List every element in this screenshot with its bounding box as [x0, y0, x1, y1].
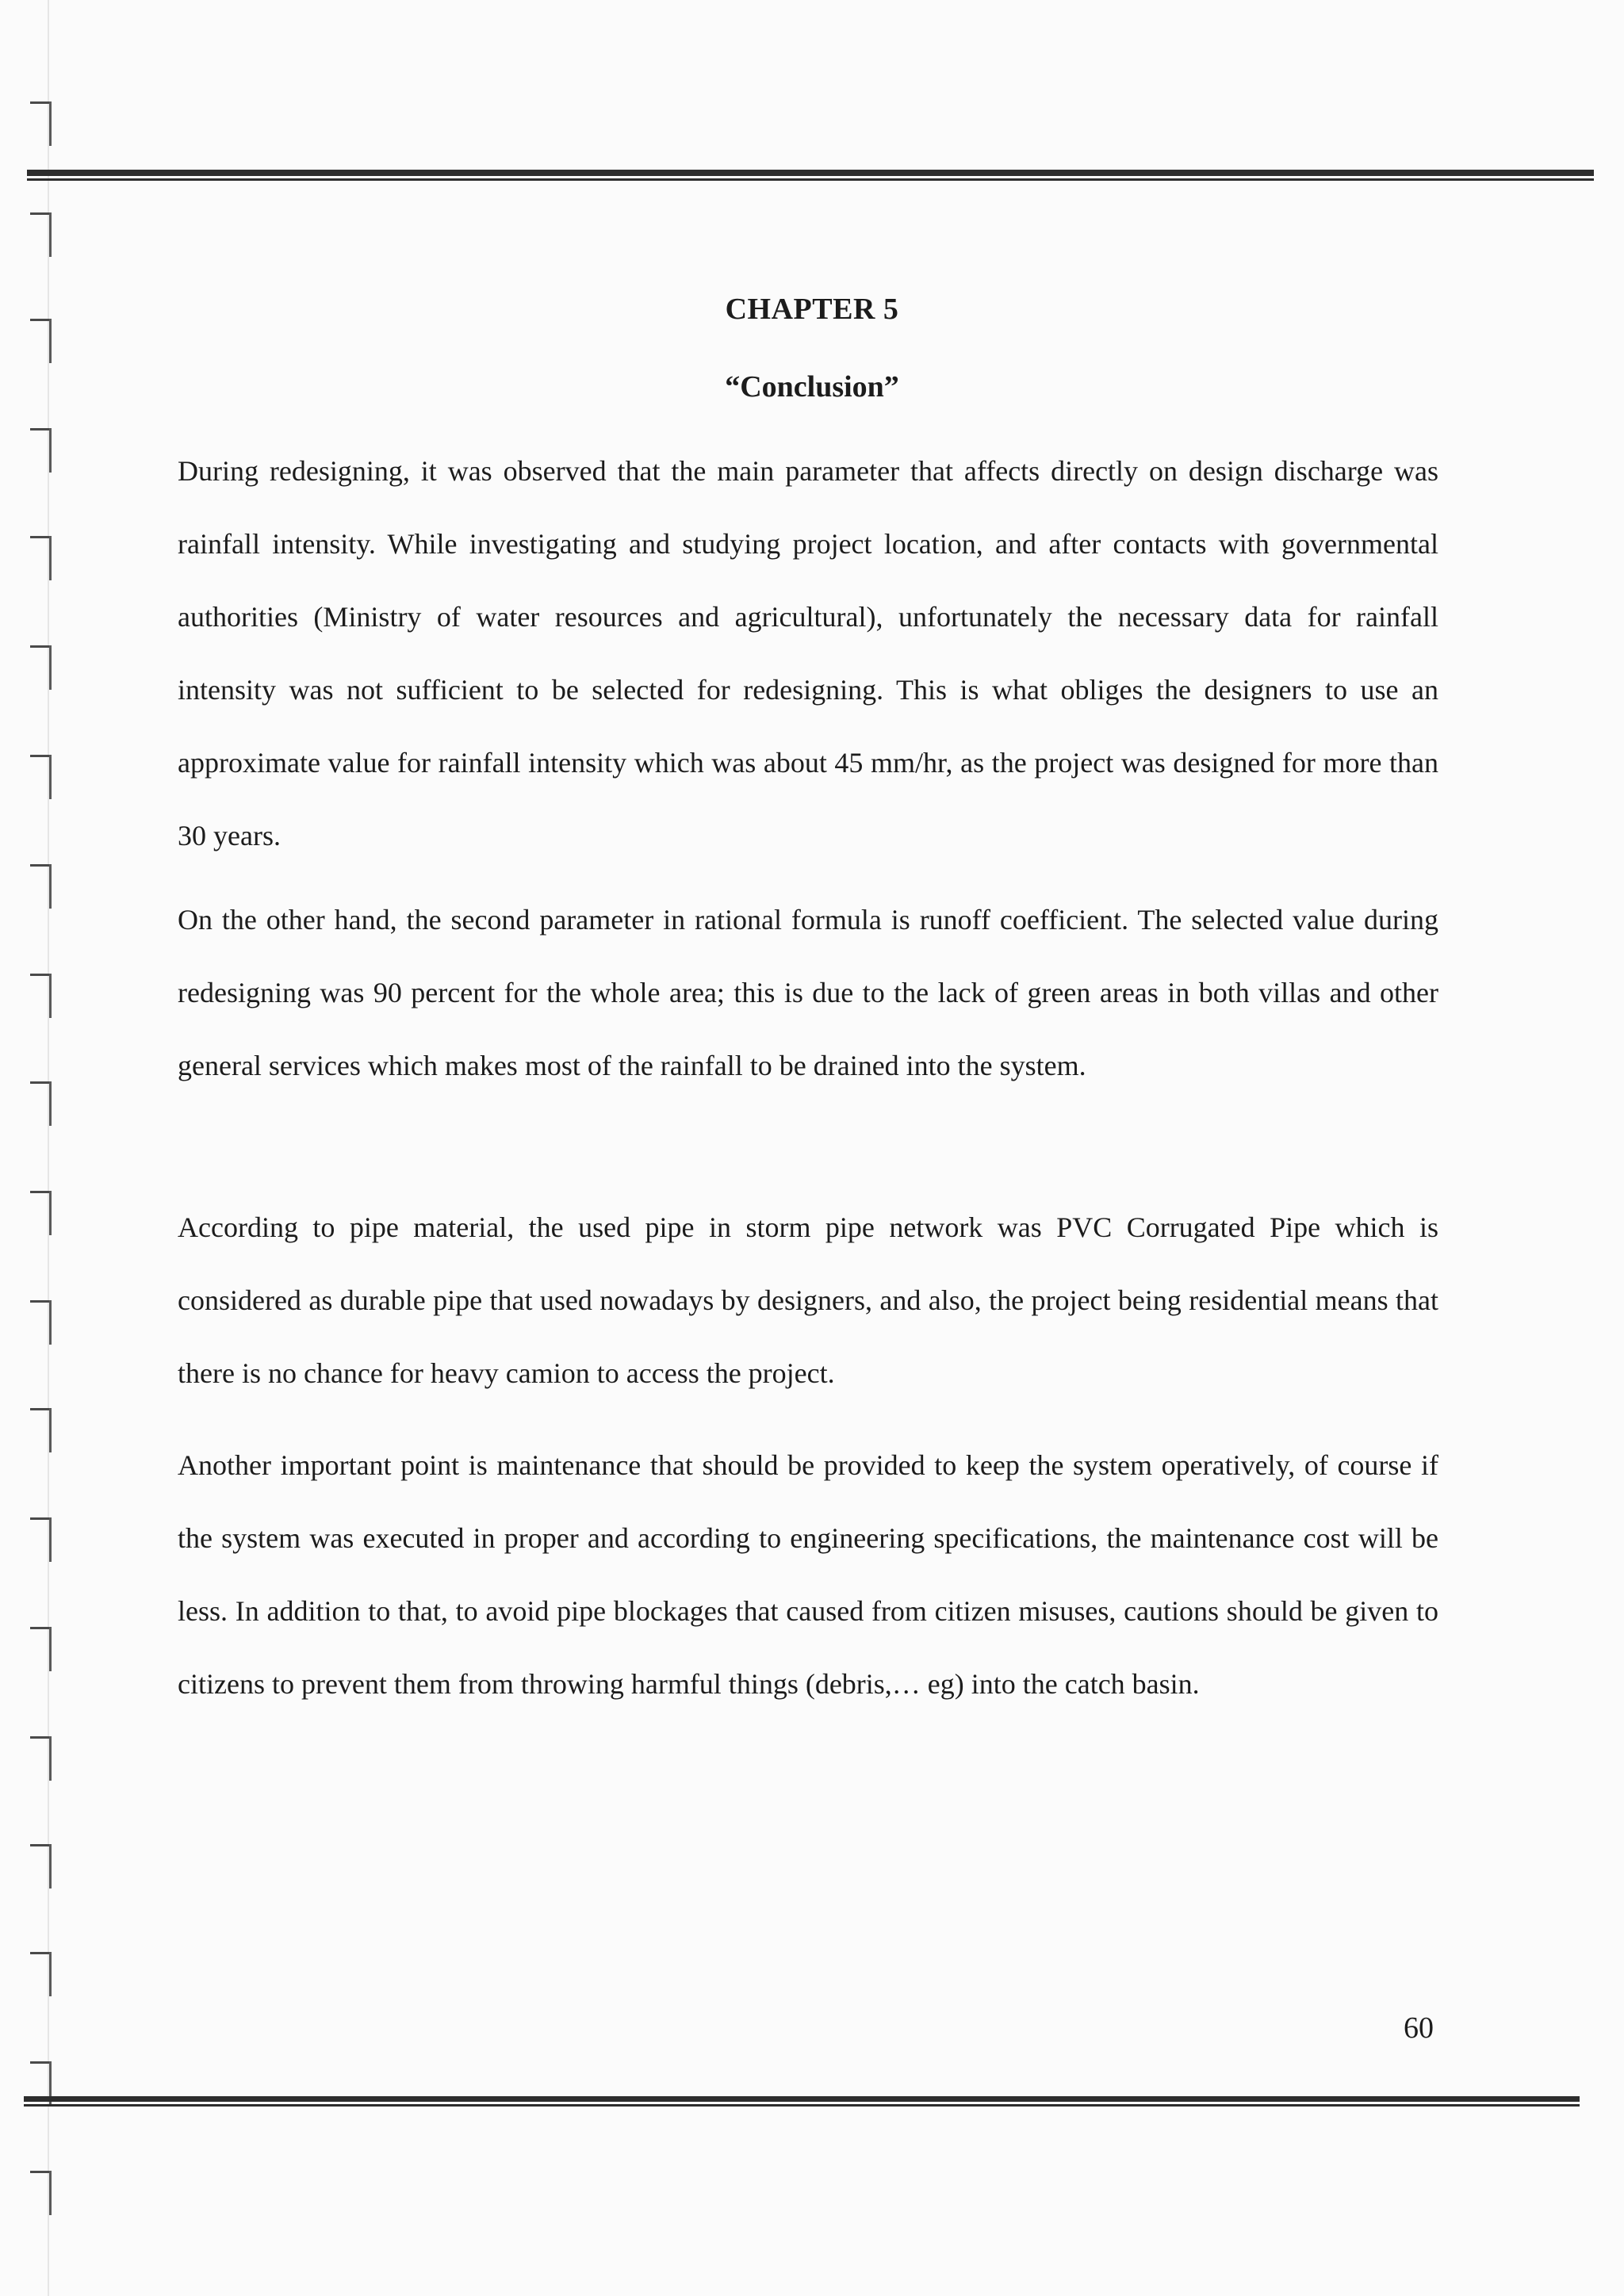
header-rule [27, 165, 1594, 189]
binding-mark [30, 1081, 51, 1126]
binding-mark [30, 645, 51, 690]
chapter-title: “Conclusion” [725, 370, 899, 404]
paragraph-runoff-coefficient: On the other hand, the second parameter in rational formula is runoff coefficient. The selected value during redesigning was 90 percent for the whole area; this is due to the lack of green areas in both villas and other general services which makes most of the rainfall to be drained into the system. [178, 904, 1438, 1081]
binding-mark [30, 974, 51, 1018]
binding-mark [30, 1300, 51, 1345]
binding-mark [30, 428, 51, 473]
binding-mark [30, 1952, 51, 1996]
binding-mark [30, 864, 51, 909]
paragraph-maintenance: Another important point is maintenance that should be provided to keep the system operatively, of course if the system was executed in proper and according to engineering specifications, the maintenance cost will be less. In addition to that, to avoid pipe blockages that caused from citizen misuses, cautions should be given to citizens to prevent them from throwing harmful things (debris,… eg) into the catch basin. [178, 1449, 1438, 1700]
paragraph-pipe-material: According to pipe material, the used pipe in storm pipe network was PVC Corrugated Pipe which is considered as durable pipe that used nowadays by designers, and also, the project being residential means that there is no chance for heavy camion to access the project. [178, 1211, 1438, 1389]
binding-marks [0, 0, 71, 2296]
paragraph-rainfall-intensity: During redesigning, it was observed that the main parameter that affects directly on design discharge was rainfall intensity. While investigating and studying project location, and after contacts with governmental authorities (Ministry of water resources and agricultural), unfortunately the necessary data for rainfall intensity was not sufficient to be selected for redesigning. This is what obliges the designers to use an approximate value for rainfall intensity which was about 45 mm/hr, as the project was designed for more than 30 years. [178, 455, 1438, 851]
binding-mark [30, 536, 51, 580]
page-number: 60 [1404, 2011, 1434, 2045]
binding-mark [30, 1408, 51, 1452]
binding-mark [30, 1517, 51, 1562]
binding-mark [30, 2171, 51, 2215]
binding-mark [30, 101, 51, 146]
binding-mark [30, 1844, 51, 1888]
binding-mark [30, 755, 51, 799]
binding-mark [30, 1627, 51, 1671]
binding-mark [30, 1191, 51, 1235]
binding-mark [30, 1736, 51, 1781]
binding-mark [30, 212, 51, 257]
chapter-heading: CHAPTER 5 [725, 293, 899, 326]
footer-rule [24, 2093, 1580, 2114]
